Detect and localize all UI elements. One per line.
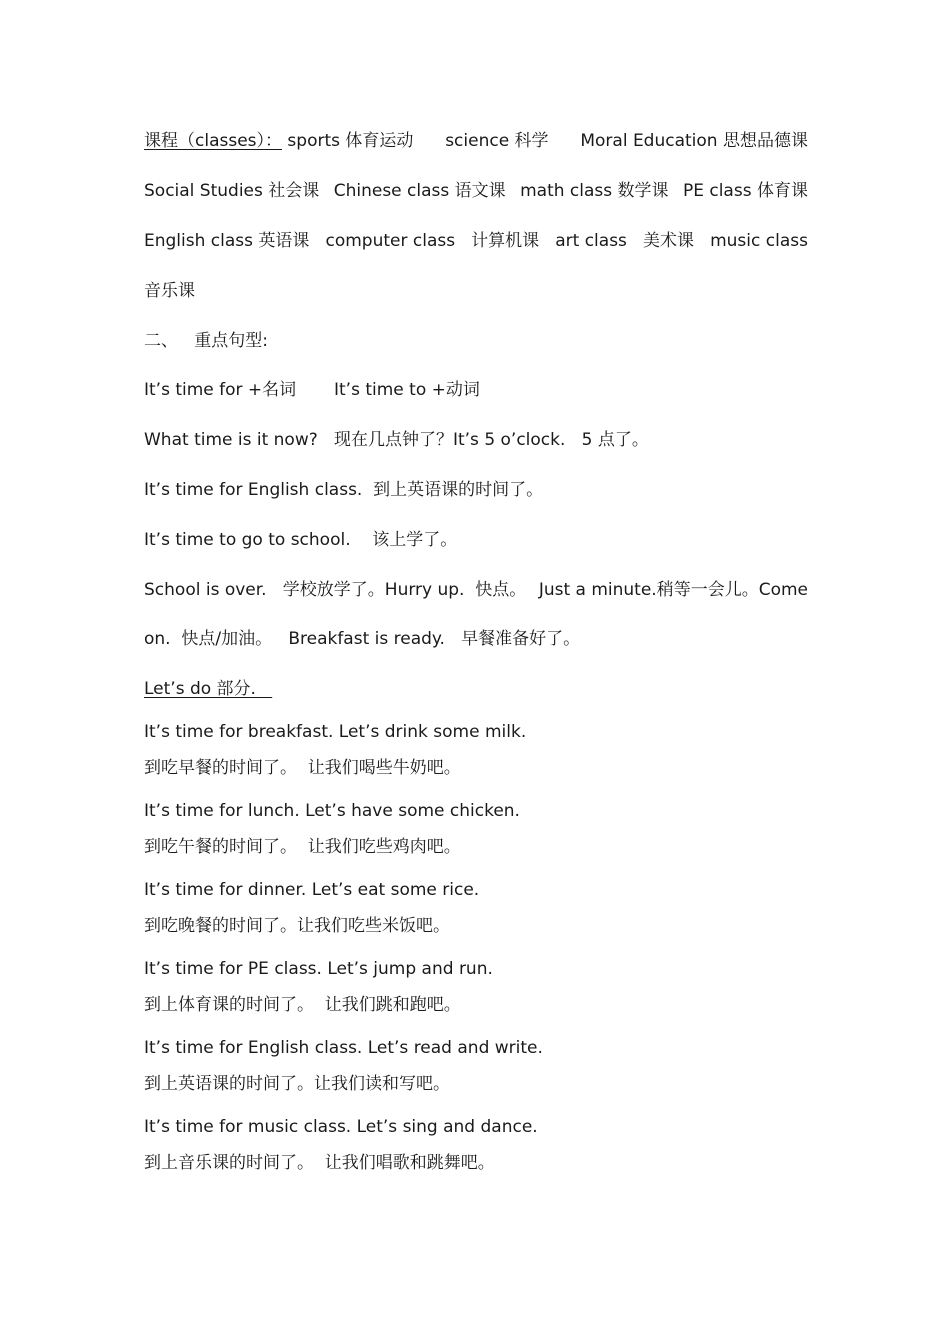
vocab-item: PE class 体育课: [682, 181, 808, 201]
letsdo-zh: 到吃午餐的时间了。 让我们吃些鸡肉吧。: [144, 837, 461, 857]
pattern-line: on. 快点/加油。 Breakfast is ready. 早餐准备好了。: [144, 629, 581, 649]
letsdo-en: It’s time for English class. Let’s read and write.: [144, 1038, 543, 1058]
vocab-item: computer class: [325, 231, 456, 251]
vocab-item: English class 英语课: [144, 231, 310, 251]
vocab-item: music class: [710, 231, 808, 251]
vocab-item: 计算机课: [471, 231, 540, 251]
vocab-item: science 科学: [445, 131, 549, 151]
vocab-line-4: 音乐课: [144, 281, 195, 301]
letsdo-en: It’s time for breakfast. Let’s drink some milk.: [144, 722, 527, 742]
pattern-line-long: [144, 579, 808, 601]
vocab-line-1: [144, 130, 808, 152]
letsdo-zh: 到上英语课的时间了。让我们读和写吧。: [144, 1074, 450, 1094]
vocab-item: art class: [555, 231, 627, 251]
letsdo-en: It’s time for lunch. Let’s have some chicken.: [144, 801, 520, 821]
pattern-segment: School is over. 学校放学了。Hurry up. 快点。: [144, 580, 527, 600]
pattern-line: What time is it now? 现在几点钟了？It’s 5 o’clock. 5 点了。: [144, 430, 649, 450]
letsdo-zh: 到吃晚餐的时间了。让我们吃些米饭吧。: [144, 916, 450, 936]
vocab-item: 美术课: [643, 231, 694, 251]
pattern-line: It’s time to go to school. 该上学了。: [144, 530, 458, 550]
vocab-item: Social Studies 社会课: [144, 181, 320, 201]
pattern-line: It’s time for English class. 到上英语课的时间了。: [144, 480, 544, 500]
vocab-item: sports 体育运动: [282, 131, 414, 151]
vocab-line-3: [144, 230, 808, 252]
letsdo-zh: 到吃早餐的时间了。 让我们喝些牛奶吧。: [144, 758, 461, 778]
letsdo-heading: Let’s do 部分.: [144, 679, 273, 699]
letsdo-zh: 到上体育课的时间了。 让我们跳和跑吧。: [144, 995, 461, 1015]
vocab-item: Moral Education 思想品德课: [580, 131, 808, 151]
vocab-heading: 课程（classes）：: [144, 131, 283, 151]
vocab-item: math class 数学课: [520, 181, 669, 201]
letsdo-en: It’s time for music class. Let’s sing and dance.: [144, 1117, 538, 1137]
pattern-segment: Just a minute.稍等一会儿。Come: [538, 580, 808, 600]
letsdo-en: It’s time for PE class. Let’s jump and run.: [144, 959, 493, 979]
patterns-heading: 二、 重点句型:: [144, 331, 268, 351]
letsdo-en: It’s time for dinner. Let’s eat some rice.: [144, 880, 480, 900]
pattern-line: It’s time for +名词 It’s time to +动词: [144, 380, 480, 400]
vocab-item: Chinese class 语文课: [333, 181, 506, 201]
letsdo-zh: 到上音乐课的时间了。 让我们唱歌和跳舞吧。: [144, 1153, 495, 1173]
vocab-line-2: [144, 180, 808, 202]
